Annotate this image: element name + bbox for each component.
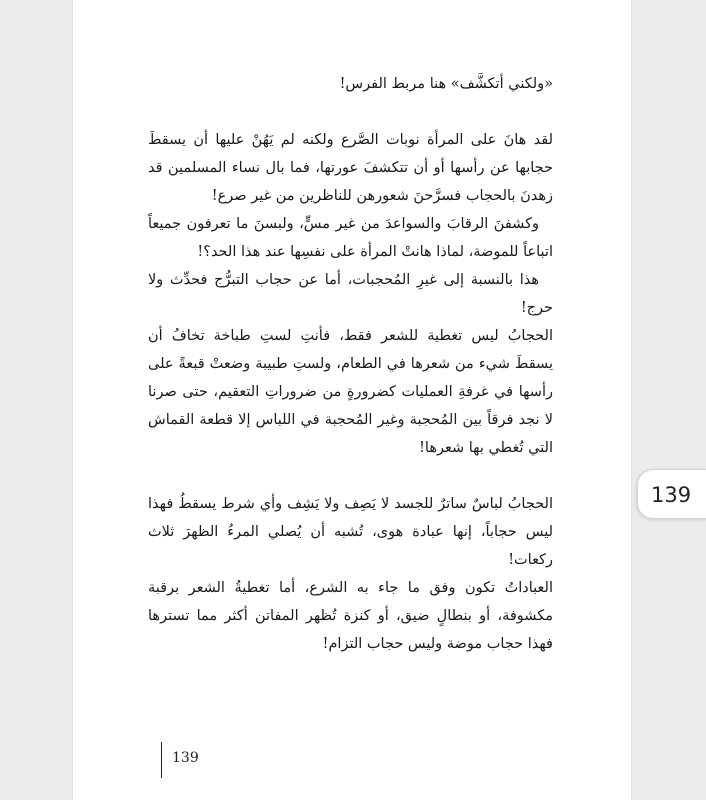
paragraph: العباداتُ تكون وفق ما جاء به الشرع، أما تغطيةُ الشعر برقبة مكشوفة، أو بنطالٍ ضيق، أو كنزة تُظهر المفاتن أكثر مما تسترها فهذا حجاب موضة وليس حجاب التزام! bbox=[148, 580, 553, 652]
page-number: 139 bbox=[161, 742, 199, 778]
paragraph: هذا بالنسبة إلى غيرِ المُحجبات، أما عن حجاب التبرُّج فحدِّث ولا حرج! bbox=[148, 272, 553, 316]
paragraph: لقد هانَ على المرأة نوبات الصَّرع ولكنه لم يَهُنْ عليها أن يسقطَ حجابها عن رأسها أو أن تتكشفَ عورتها، فما بال نساء المسلمين قد زهدنَ بالحجاب فسرَّحنَ شعورهن للناظرين من غير صرع! bbox=[148, 132, 553, 204]
paragraph: وكشفنَ الرقابَ والسواعدَ من غير مسٍّ، ولبسنَ ما تعرفون جميعاً اتباعاً للموضة، لماذا هانتْ المرأة على نفسِها عند هذا الحد؟! bbox=[148, 216, 553, 260]
page-text bbox=[148, 70, 553, 658]
paragraph: الحجابُ لباسٌ ساترٌ للجسد لا يَصِف ولا يَشِف وأي شرط يسقطُ فهذا ليس حجاباً، إنها عبادة هوى، تُشبه أن يُصلي المرءُ الظهرَ ثلاث ركعات! bbox=[148, 496, 553, 568]
paragraph: الحجابُ ليس تغطية للشعر فقط، فأنتِ لستِ طباخة تخافُ أن يسقطَ شيء من شعرها في الطعام، ولستِ طبيبة وضعتْ قبعةً على رأسها في غرفةِ العمليات كضرورةٍ من ضروراتِ التعقيم، حتى صرنا لا نجد فرقاً بين المُحجبة وغير المُحجبة في اللباس إلا قطعة القماش التي تُغطي بها شعرها! bbox=[148, 328, 553, 456]
quote-line: «ولكني أتكشَّف» هنا مربط الفرس! bbox=[339, 76, 553, 92]
book-page bbox=[73, 0, 631, 800]
page-indicator-badge[interactable]: 139 bbox=[637, 469, 706, 519]
